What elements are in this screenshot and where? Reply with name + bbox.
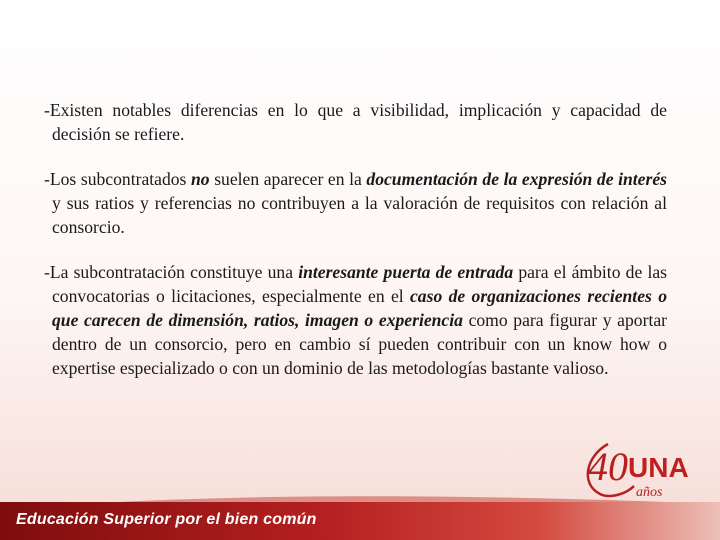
paragraph-visibility <box>44 98 667 146</box>
footer-tagline: Educación Superior por el bien común <box>16 511 317 528</box>
logo-brand: UNA <box>628 452 689 483</box>
logo-number: 40 <box>588 444 628 489</box>
paragraph-text: -Existen notables diferencias en lo que a visibilidad, implicación y capacidad de decisión se refiere. <box>44 100 667 144</box>
text-run: -Los subcontratados <box>44 169 191 189</box>
text-run: como para figurar y aportar dentro de un consorcio, pero en cambio sí pueden contribuir con un know how o expertise especializado o con un dominio de las metodologías bastante valioso. <box>52 310 667 378</box>
text-run: suelen aparecer en la <box>209 169 367 189</box>
text-run: y sus ratios y referencias no contribuyen a la valoración de requisitos con relación al consorcio. <box>52 193 667 237</box>
text-run: para el ámbito de las convocatorias o licitaciones, especialmente en el <box>52 262 667 306</box>
text-run: -La subcontratación constituye una <box>44 262 299 282</box>
emphasis-documentacion: documentación de la expresión de interés <box>366 169 667 189</box>
slide-body <box>44 98 667 401</box>
emphasis-organizaciones: caso de organizaciones recientes o que carecen de dimensión, ratios, imagen o experiencia <box>52 286 667 330</box>
paragraph-subcontracted <box>44 167 667 239</box>
emphasis-no: no <box>191 169 210 189</box>
logo-sub: años <box>636 485 663 500</box>
paragraph-entry-door <box>44 260 667 380</box>
emphasis-puerta: interesante puerta de entrada <box>298 262 514 282</box>
